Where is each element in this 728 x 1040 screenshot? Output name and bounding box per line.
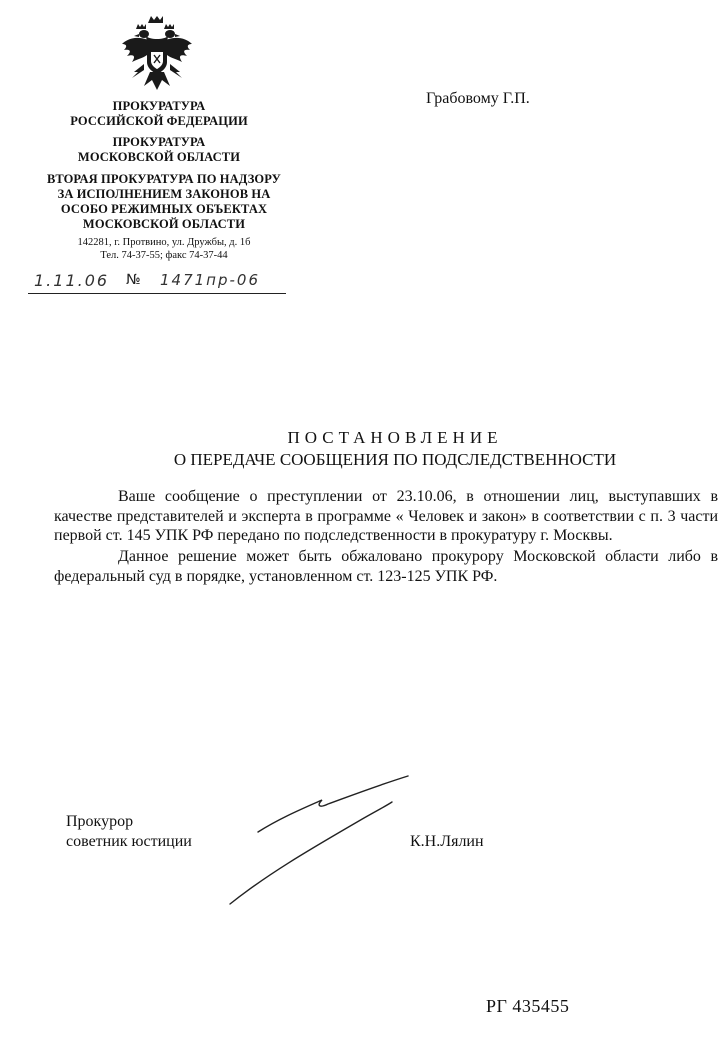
dept-line-3: ОСОБО РЕЖИМНЫХ ОБЪЕКТАХ: [60, 202, 268, 216]
region-line-2: МОСКОВСКОЙ ОБЛАСТИ: [77, 150, 241, 164]
office-address: 142281, г. Протвино, ул. Дружбы, д. 1б: [77, 237, 251, 248]
body-paragraph-1: Ваше сообщение о преступлении от 23.10.06, в отношении лиц, выступавших в качестве представителей и эксперта в программе « Человек и закон» в соответствии с п. 3 части первой ст. 145 УПК РФ передано по подследственности в прокуратуру г. Москвы.: [54, 488, 718, 544]
double-headed-eagle-emblem-icon: [118, 14, 196, 94]
office-phones: Тел. 74-37-55; факс 74-37-44: [100, 250, 228, 261]
dept-line-1: ВТОРАЯ ПРОКУРАТУРА ПО НАДЗОРУ: [47, 172, 281, 186]
department-name: [40, 172, 288, 232]
registration-number-label: №: [126, 272, 141, 288]
dept-line-2: ЗА ИСПОЛНЕНИЕМ ЗАКОНОВ НА: [57, 187, 271, 201]
org-line-2: РОССИЙСКОЙ ФЕДЕРАЦИИ: [70, 114, 248, 128]
regional-office-name: [60, 135, 258, 165]
registration-date: 1.11.06: [34, 271, 110, 290]
org-line-1: ПРОКУРАТУРА: [112, 99, 206, 113]
document-subtitle: О ПЕРЕДАЧЕ СООБЩЕНИЯ ПО ПОДСЛЕДСТВЕННОСТИ: [173, 450, 617, 469]
signatory-name: К.Н.Лялин: [410, 833, 484, 850]
signatory-position: Прокурор: [66, 813, 134, 830]
dept-line-4: МОСКОВСКОЙ ОБЛАСТИ: [82, 217, 246, 231]
organization-name: [60, 99, 258, 129]
region-line-1: ПРОКУРАТУРА: [112, 135, 206, 149]
addressee: Грабовому Г.П.: [426, 90, 530, 107]
form-serial-number: РГ 435455: [486, 996, 570, 1016]
handwritten-signature: [200, 760, 440, 920]
body-paragraph-2: Данное решение может быть обжаловано прокурору Московской области либо в федеральный суд в порядке, установленном ст. 123-125 УПК РФ.: [54, 548, 718, 585]
registration-number: 1471пр-06: [160, 271, 261, 289]
document-title: ПОСТАНОВЛЕНИЕ: [287, 428, 503, 447]
signatory-rank: советник юстиции: [66, 833, 192, 850]
